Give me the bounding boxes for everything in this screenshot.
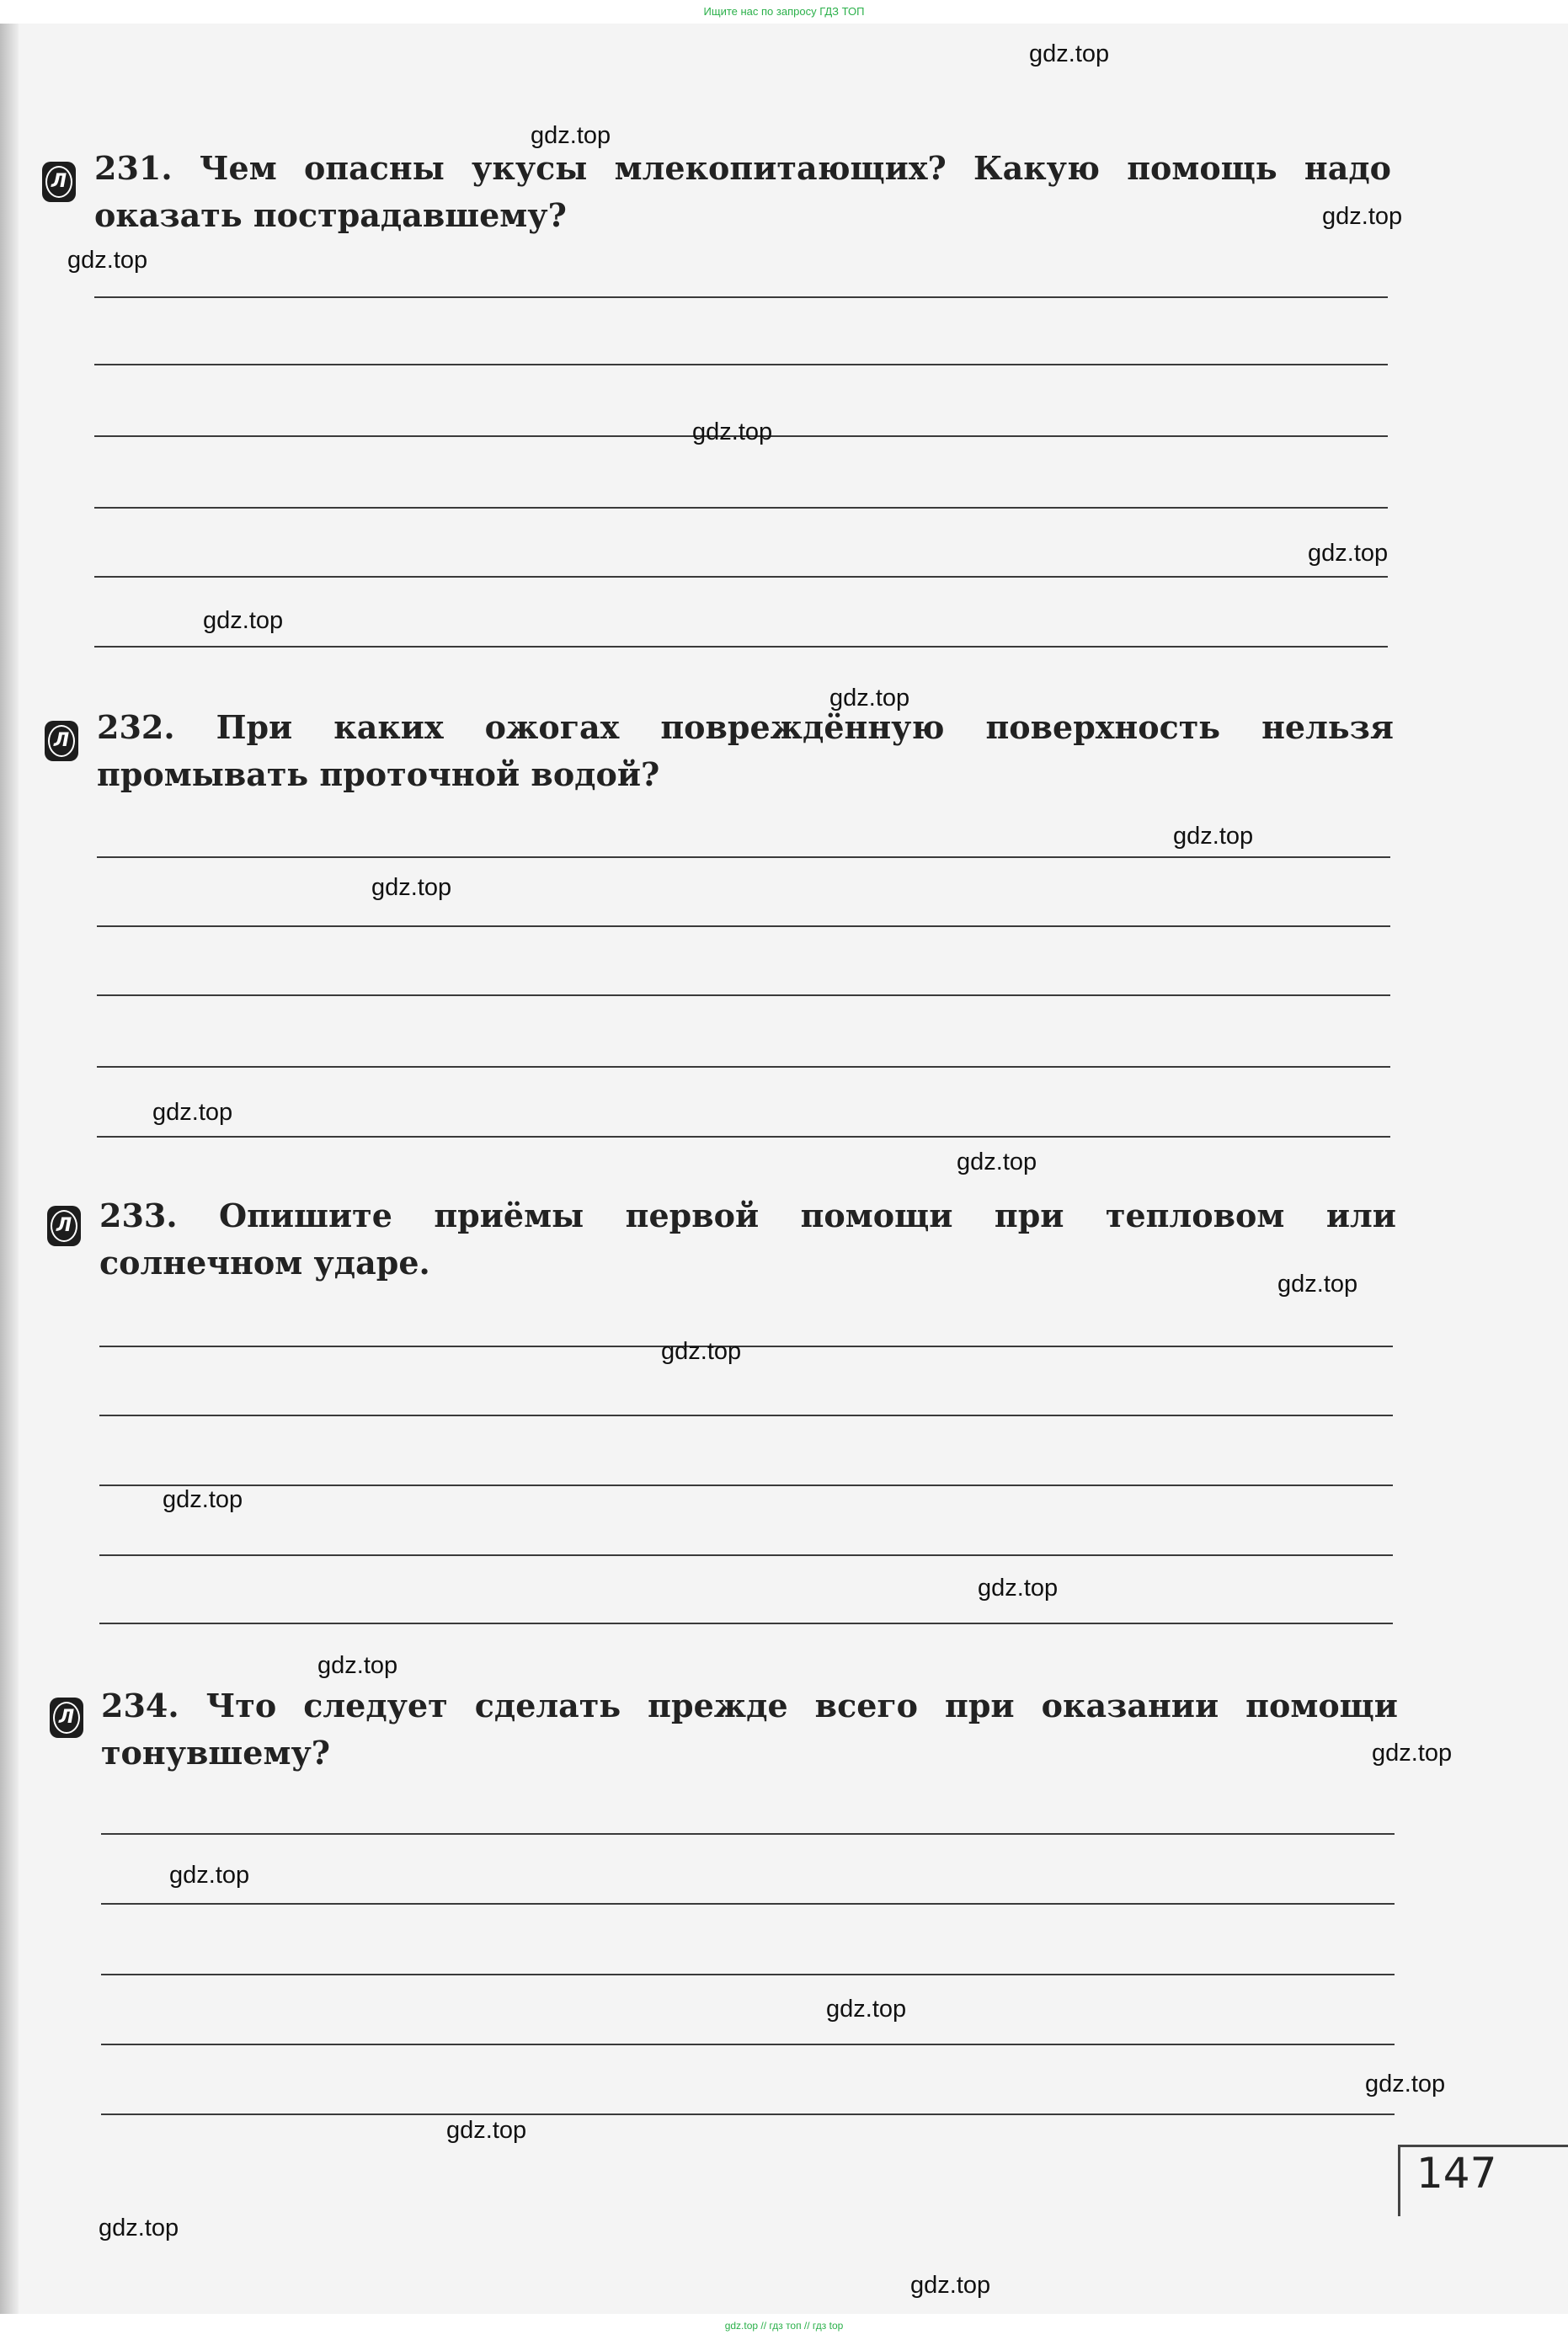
answer-line[interactable] — [101, 2113, 1395, 2115]
lesson-icon-letter: Л — [53, 1702, 80, 1734]
lesson-icon — [45, 721, 78, 761]
watermark: gdz.top — [1372, 1740, 1453, 1767]
answer-line[interactable] — [99, 1484, 1393, 1486]
bottom-banner[interactable]: gdz.top // гдз топ // гдз top — [724, 2320, 844, 2332]
watermark: gdz.top — [1277, 1271, 1358, 1298]
watermark: gdz.top — [203, 607, 284, 634]
watermark: gdz.top — [1029, 40, 1110, 67]
question-text: 233. Опишите приёмы первой помощи при тепловом или солнечном ударе. — [99, 1197, 1396, 1282]
lesson-icon-letter: Л — [48, 725, 75, 757]
watermark: gdz.top — [1365, 2071, 1446, 2097]
watermark: gdz.top — [163, 1486, 243, 1513]
watermark: gdz.top — [99, 2215, 179, 2241]
answer-line[interactable] — [94, 364, 1388, 365]
answer-line[interactable] — [101, 1833, 1395, 1835]
watermark: gdz.top — [531, 122, 611, 149]
answer-line[interactable] — [94, 507, 1388, 509]
answer-line[interactable] — [99, 1554, 1393, 1556]
answer-line[interactable] — [94, 646, 1388, 648]
answer-line[interactable] — [97, 994, 1390, 996]
watermark: gdz.top — [152, 1099, 233, 1126]
answer-line[interactable] — [101, 1974, 1395, 1975]
watermark: gdz.top — [317, 1652, 398, 1679]
watermark: gdz.top — [957, 1149, 1037, 1175]
answer-line[interactable] — [97, 856, 1390, 858]
lesson-icon — [50, 1698, 83, 1738]
watermark: gdz.top — [446, 2117, 527, 2144]
lesson-icon-letter: Л — [51, 1210, 77, 1242]
answer-line[interactable] — [99, 1623, 1393, 1624]
top-banner[interactable]: Ищите нас по запросу ГДЗ ТОП — [703, 5, 865, 18]
watermark: gdz.top — [1173, 823, 1254, 850]
workbook-page — [0, 24, 1568, 2314]
watermark: gdz.top — [371, 874, 452, 901]
question-text: 234. Что следует сделать прежде всего при оказании помощи тонувшему? — [101, 1687, 1398, 1772]
lesson-icon — [47, 1206, 81, 1246]
watermark: gdz.top — [67, 247, 148, 274]
watermark: gdz.top — [1308, 540, 1389, 567]
page-edge — [0, 24, 19, 2314]
page-number: 147 — [1416, 2149, 1497, 2198]
answer-line[interactable] — [99, 1415, 1393, 1416]
answer-line[interactable] — [94, 296, 1388, 298]
answer-line[interactable] — [97, 1066, 1390, 1068]
answer-line[interactable] — [101, 1903, 1395, 1905]
lesson-icon-letter: Л — [45, 166, 72, 198]
watermark: gdz.top — [169, 1862, 250, 1889]
question-text: 231. Чем опасны укусы млекопитающих? Какую помощь надо оказать пострадавшему? — [94, 149, 1391, 234]
answer-line[interactable] — [101, 2044, 1395, 2045]
lesson-icon — [42, 162, 76, 202]
answer-line[interactable] — [97, 1136, 1390, 1138]
watermark: gdz.top — [1322, 203, 1403, 230]
watermark: gdz.top — [910, 2272, 991, 2299]
question-text: 232. При каких ожогах повреждённую поверхность нельзя промывать проточной водой? — [97, 708, 1394, 793]
watermark: gdz.top — [692, 418, 773, 445]
watermark: gdz.top — [978, 1575, 1059, 1602]
answer-line[interactable] — [97, 925, 1390, 927]
answer-line[interactable] — [94, 576, 1388, 578]
watermark: gdz.top — [829, 685, 910, 712]
watermark: gdz.top — [826, 1996, 907, 2023]
watermark: gdz.top — [661, 1338, 742, 1365]
answer-line[interactable] — [99, 1346, 1393, 1347]
